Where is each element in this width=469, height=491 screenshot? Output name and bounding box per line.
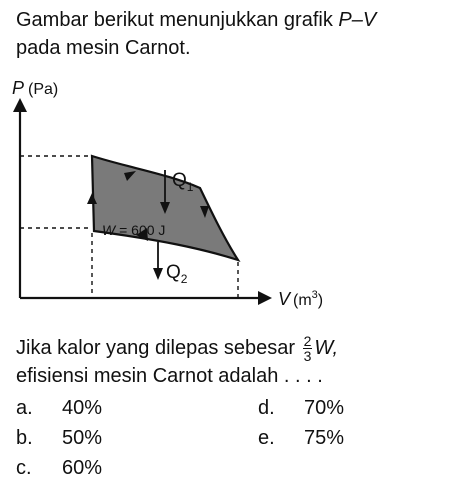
- question-intro: [16, 6, 461, 62]
- option-a[interactable]: [16, 397, 102, 420]
- pv-symbol: P–V: [338, 9, 377, 31]
- v-axis-arrow-icon: [258, 291, 272, 305]
- option-value: 50%: [62, 427, 103, 449]
- work-symbol: W,: [314, 336, 339, 359]
- fraction-denominator: 3: [303, 348, 312, 364]
- prompt-line-1: [16, 334, 461, 363]
- option-value: 75%: [304, 427, 345, 449]
- intro-line-2: pada mesin Carnot.: [16, 37, 191, 59]
- p-axis-label: P (Pa): [12, 78, 59, 98]
- p-axis-arrow-icon: [13, 98, 27, 112]
- option-value: 70%: [304, 397, 345, 419]
- option-value: 40%: [62, 397, 103, 419]
- option-letter: d.: [258, 397, 275, 419]
- option-letter: a.: [16, 397, 33, 419]
- q2-label: $Q_2$: [166, 262, 188, 286]
- q1-label: $Q_1$: [172, 170, 194, 194]
- option-c[interactable]: [16, 457, 102, 480]
- option-letter: b.: [16, 427, 33, 449]
- option-e[interactable]: [258, 427, 344, 450]
- v-axis-label: V $(m^3)$: [278, 289, 324, 309]
- fraction-two-thirds: [303, 334, 313, 363]
- option-letter: c.: [16, 457, 32, 479]
- option-letter: e.: [258, 427, 275, 449]
- prompt-line-2: efisiensi mesin Carnot adalah . . . .: [16, 365, 323, 387]
- option-b[interactable]: [16, 427, 102, 450]
- intro-text: Gambar berikut menunjukkan grafik: [16, 9, 339, 31]
- option-value: 60%: [62, 457, 103, 479]
- prompt-text: Jika kalor yang dilepas sebesar: [16, 336, 301, 359]
- intro-line-1: [16, 6, 461, 34]
- fraction-numerator: 2: [303, 333, 312, 349]
- option-d[interactable]: [258, 397, 344, 420]
- work-label: W = 600 J: [102, 222, 166, 238]
- q2-arrow-head-icon: [153, 268, 163, 280]
- pv-diagram: [0, 78, 469, 318]
- question-prompt: [16, 334, 461, 389]
